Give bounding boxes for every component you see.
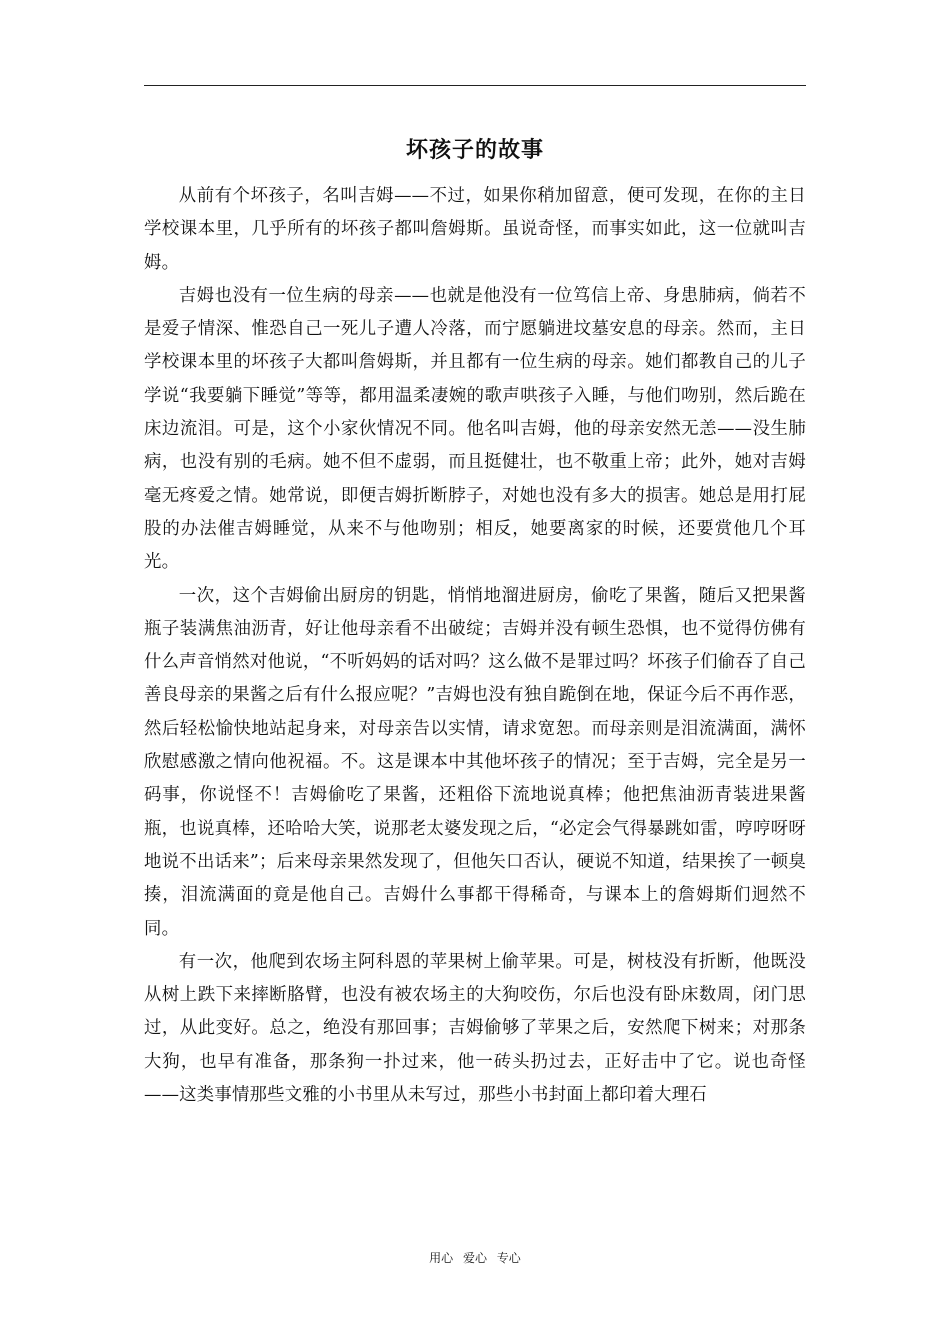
header-rule xyxy=(144,85,806,86)
document-body xyxy=(144,180,806,1112)
document-title: 坏孩子的故事 xyxy=(405,137,544,163)
paragraph: 吉姆也没有一位生病的母亲——也就是他没有一位笃信上帝、身患肺病，倘若不是爱子情深、惟恐自己一死儿子遭人冷落，而宁愿躺进坟墓安息的母亲。然而，主日学校课本里的坏孩子大都叫詹姆斯，并且都有一位生病的母亲。她们都教自己的儿子学说“我要躺下睡觉”等等，都用温柔凄婉的歌声哄孩子入睡，与他们吻别，然后跪在床边流泪。可是，这个小家伙情况不同。他名叫吉姆，他的母亲安然无恙——没生肺病，也没有别的毛病。她不但不虚弱，而且挺健壮，也不敬重上帝；此外，她对吉姆毫无疼爱之情。她常说，即便吉姆折断脖子，对她也没有多大的损害。她总是用打屁股的办法催吉姆睡觉，从来不与他吻别；相反，她要离家的时候，还要赏他几个耳光。 xyxy=(144,285,806,573)
page-footer: 用心 爱心 专心 xyxy=(429,1251,521,1265)
paragraph: 有一次，他爬到农场主阿科恩的苹果树上偷苹果。可是，树枝没有折断，他既没从树上跌下来摔断胳臂，也没有被农场主的大狗咬伤，尔后也没有卧床数周，闭门思过，从此变好。总之，绝没有那回事；吉姆偷够了苹果之后，安然爬下树来；对那条大狗，也早有准备，那条狗一扑过来，他一砖头扔过去，正好击中了它。说也奇怪——这类事情那些文雅的小书里从未写过，那些小书封面上都印着大理石 xyxy=(144,951,806,1106)
paragraph: 一次，这个吉姆偷出厨房的钥匙，悄悄地溜进厨房，偷吃了果酱，随后又把果酱瓶子装满焦油沥青，好让他母亲看不出破绽；吉姆并没有顿生恐惧，也不觉得仿佛有什么声音悄然对他说，“不听妈妈的话对吗？这么做不是罪过吗？坏孩子们偷吞了自己善良母亲的果酱之后有什么报应呢？”吉姆也没有独自跪倒在地，保证今后不再作恶，然后轻松愉快地站起身来，对母亲告以实情，请求宽恕。而母亲则是泪流满面，满怀欣慰感激之情向他祝福。不。这是课本中其他坏孩子的情况；至于吉姆，完全是另一码事，你说怪不！吉姆偷吃了果酱，还粗俗下流地说真棒；他把焦油沥青装进果酱瓶，也说真棒，还哈哈大笑，说那老太婆发现之后，“必定会气得暴跳如雷，哼哼呀呀地说不出话来”；后来母亲果然发现了，但他矢口否认，硬说不知道，结果挨了一顿臭揍，泪流满面的竟是他自己。吉姆什么事都干得稀奇，与课本上的詹姆斯们迥然不同。 xyxy=(144,585,806,939)
paragraph: 从前有个坏孩子，名叫吉姆——不过，如果你稍加留意，便可发现，在你的主日学校课本里，几乎所有的坏孩子都叫詹姆斯。虽说奇怪，而事实如此，这一位就叫吉姆。 xyxy=(144,186,806,273)
